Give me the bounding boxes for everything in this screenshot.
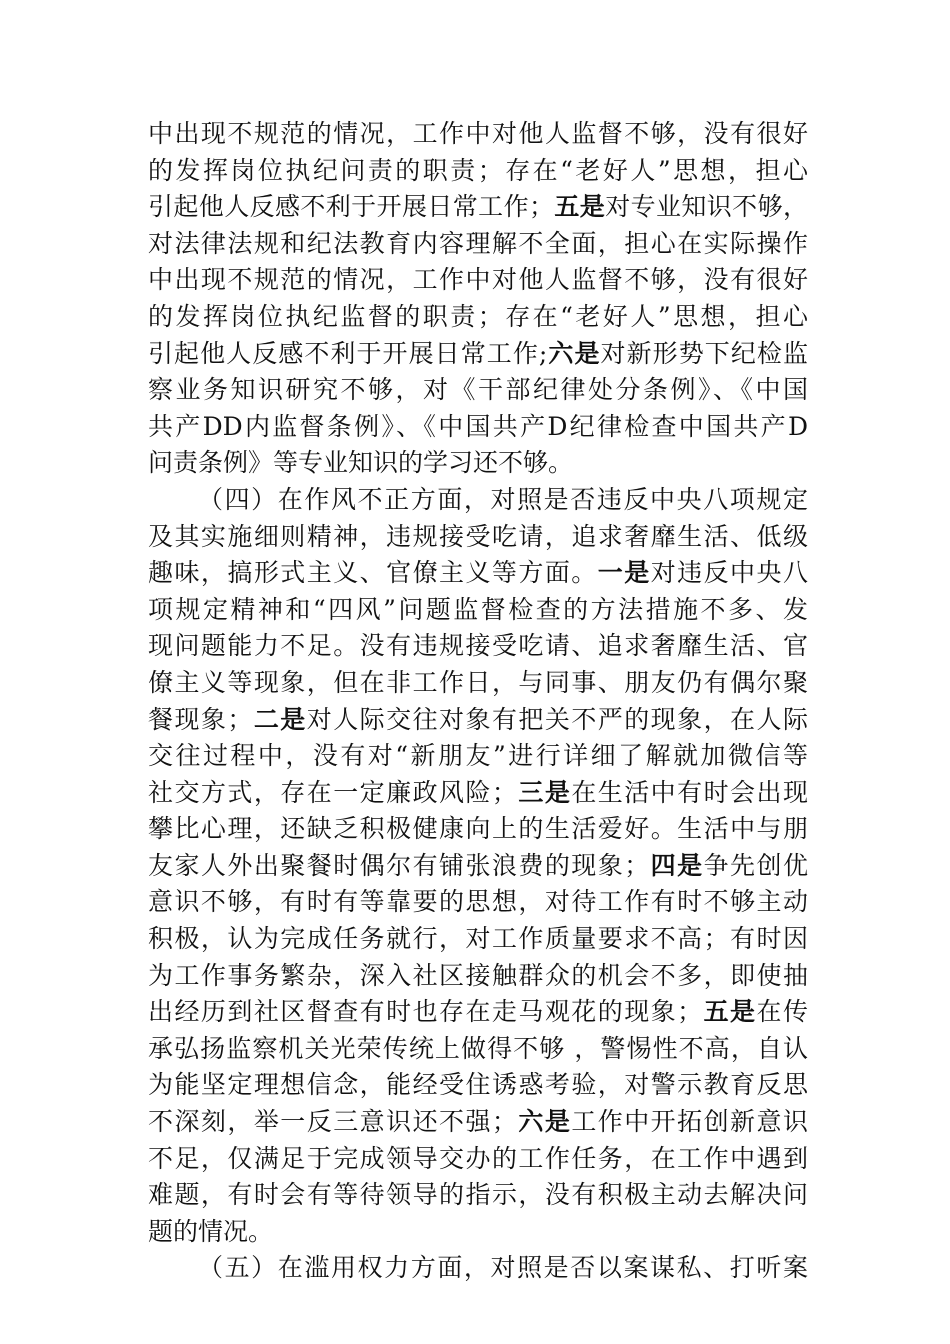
bold-ordinal: 二是 [252,704,307,734]
bold-ordinal: 三是 [516,777,572,807]
text-segment: 引起他人反感不利于开展日常工作； [148,192,554,222]
text-line [148,299,808,336]
bold-ordinal: 五是 [702,997,757,1027]
text-segment: 及其实施细则精神，违规接受吃请，追求奢靡生活、低级 [148,521,808,551]
text-segment: 对新形势下纪检监 [600,338,808,368]
text-segment: 为工作事务繁杂，深入社区接触群众的机会不多，即使抽 [148,960,808,990]
text-line [148,1067,808,1104]
text-segment: 中出现不规范的情况，工作中对他人监督不够，没有很好 [148,265,808,295]
text-segment: 餐现象； [148,704,253,734]
text-line [148,189,808,226]
bold-ordinal: 六是 [547,338,601,368]
text-line [148,336,808,373]
bold-ordinal: 五是 [553,192,606,222]
text-line [148,702,808,739]
text-segment: 友家人外出聚餐时偶尔有铺张浪费的现象； [148,850,650,880]
text-segment: 承弘扬监察机关光荣传统上做得不够 ，警惕性不高，自认 [148,1033,808,1063]
paragraph-first-line [148,1250,808,1287]
text-line [148,775,808,812]
text-segment: 现问题能力不足。没有违规接受吃请、追求奢靡生活、官 [148,631,808,661]
text-line [148,555,808,592]
text-segment: 趣味，搞形式主义、官僚主义等方面。 [148,558,598,588]
text-line [148,811,808,848]
text-segment: 对法律法规和纪法教育内容理解不全面，担心在实际操作 [148,228,808,258]
bold-ordinal: 四是 [649,850,704,880]
text-segment: 意识不够，有时有等靠要的思想，对待工作有时不够主动 [148,887,808,917]
text-line [148,628,808,665]
text-segment: 僚主义等现象，但在非工作日，与同事、朋友仍有偶尔聚 [148,667,808,697]
text-segment: 攀比心理，还缺乏积极健康向上的生活爱好。生活中与朋 [148,814,808,844]
bold-ordinal: 一是 [597,558,651,588]
text-segment: 为能坚定理想信念，能经受住诱惑考验，对警示教育反思 [148,1070,808,1100]
text-line [148,226,808,263]
text-line [148,262,808,299]
text-line [148,1031,808,1068]
text-segment: 社交方式，存在一定廉政风险； [148,777,517,807]
text-segment: 引起他人反感不利于开展日常工作; [148,338,548,368]
text-segment: 工作中开拓创新意识 [571,1107,808,1137]
text-segment: 交往过程中，没有对“新朋友”进行详细了解就加微信等 [148,741,808,771]
text-segment: 的发挥岗位执纪监督的职责；存在“老好人”思想，担心 [148,301,808,331]
text-line [148,958,808,995]
text-line [148,1141,808,1178]
text-segment: 项规定精神和“四风”问题监督检查的方法措施不多、发 [148,594,808,624]
text-segment: 问责条例》等专业知识的学习还不够。 [148,448,574,478]
text-segment: 出经历到社区督查有时也存在走马观花的现象； [148,997,703,1027]
text-segment: 对专业知识不够， [605,192,808,222]
text-line [148,738,808,775]
text-segment: 争先创优 [703,850,808,880]
text-segment: 积极，认为完成任务就行，对工作质量要求不高；有时因 [148,924,808,954]
text-line [148,372,808,409]
text-line [148,116,808,153]
bold-ordinal: 六是 [516,1107,572,1137]
text-line [148,153,808,190]
text-segment: （五）在滥用权力方面，对照是否以案谋私、打听案 [198,1253,808,1283]
document-page [148,116,808,1287]
text-line [148,1104,808,1141]
text-segment: 对人际交往对象有把关不严的现象，在人际 [306,704,808,734]
text-segment: 对违反中央八 [650,558,808,588]
text-line [148,884,808,921]
text-line [148,665,808,702]
text-segment: 在生活中有时会出现 [571,777,808,807]
text-segment: 中出现不规范的情况，工作中对他人监督不够，没有很好 [148,119,808,148]
text-segment: （四）在作风不正方面，对照是否违反中央八项规定 [198,484,808,514]
text-line [148,592,808,629]
text-line [148,445,808,482]
text-line [148,409,808,446]
text-segment: 不深刻，举一反三意识还不强； [148,1107,517,1137]
text-line [148,848,808,885]
text-segment: 共产DD内监督条例》、《中国共产D纪律检查中国共产D [148,411,808,441]
text-line [148,1214,808,1251]
text-line [148,921,808,958]
text-segment: 不足，仅满足于完成领导交办的工作任务，在工作中遇到 [148,1143,808,1173]
text-segment: 难题，有时会有等待领导的指示，没有积极主动去解决问 [148,1180,808,1210]
text-segment: 在传 [756,997,808,1027]
paragraph-first-line [148,482,808,519]
text-line [148,994,808,1031]
text-segment: 察业务知识研究不够，对《干部纪律处分条例》、《中国 [148,375,808,405]
text-line [148,1177,808,1214]
text-segment: 题的情况。 [148,1216,274,1246]
text-segment: 的发挥岗位执纪问责的职责；存在“老好人”思想，担心 [148,155,808,185]
text-line [148,519,808,556]
